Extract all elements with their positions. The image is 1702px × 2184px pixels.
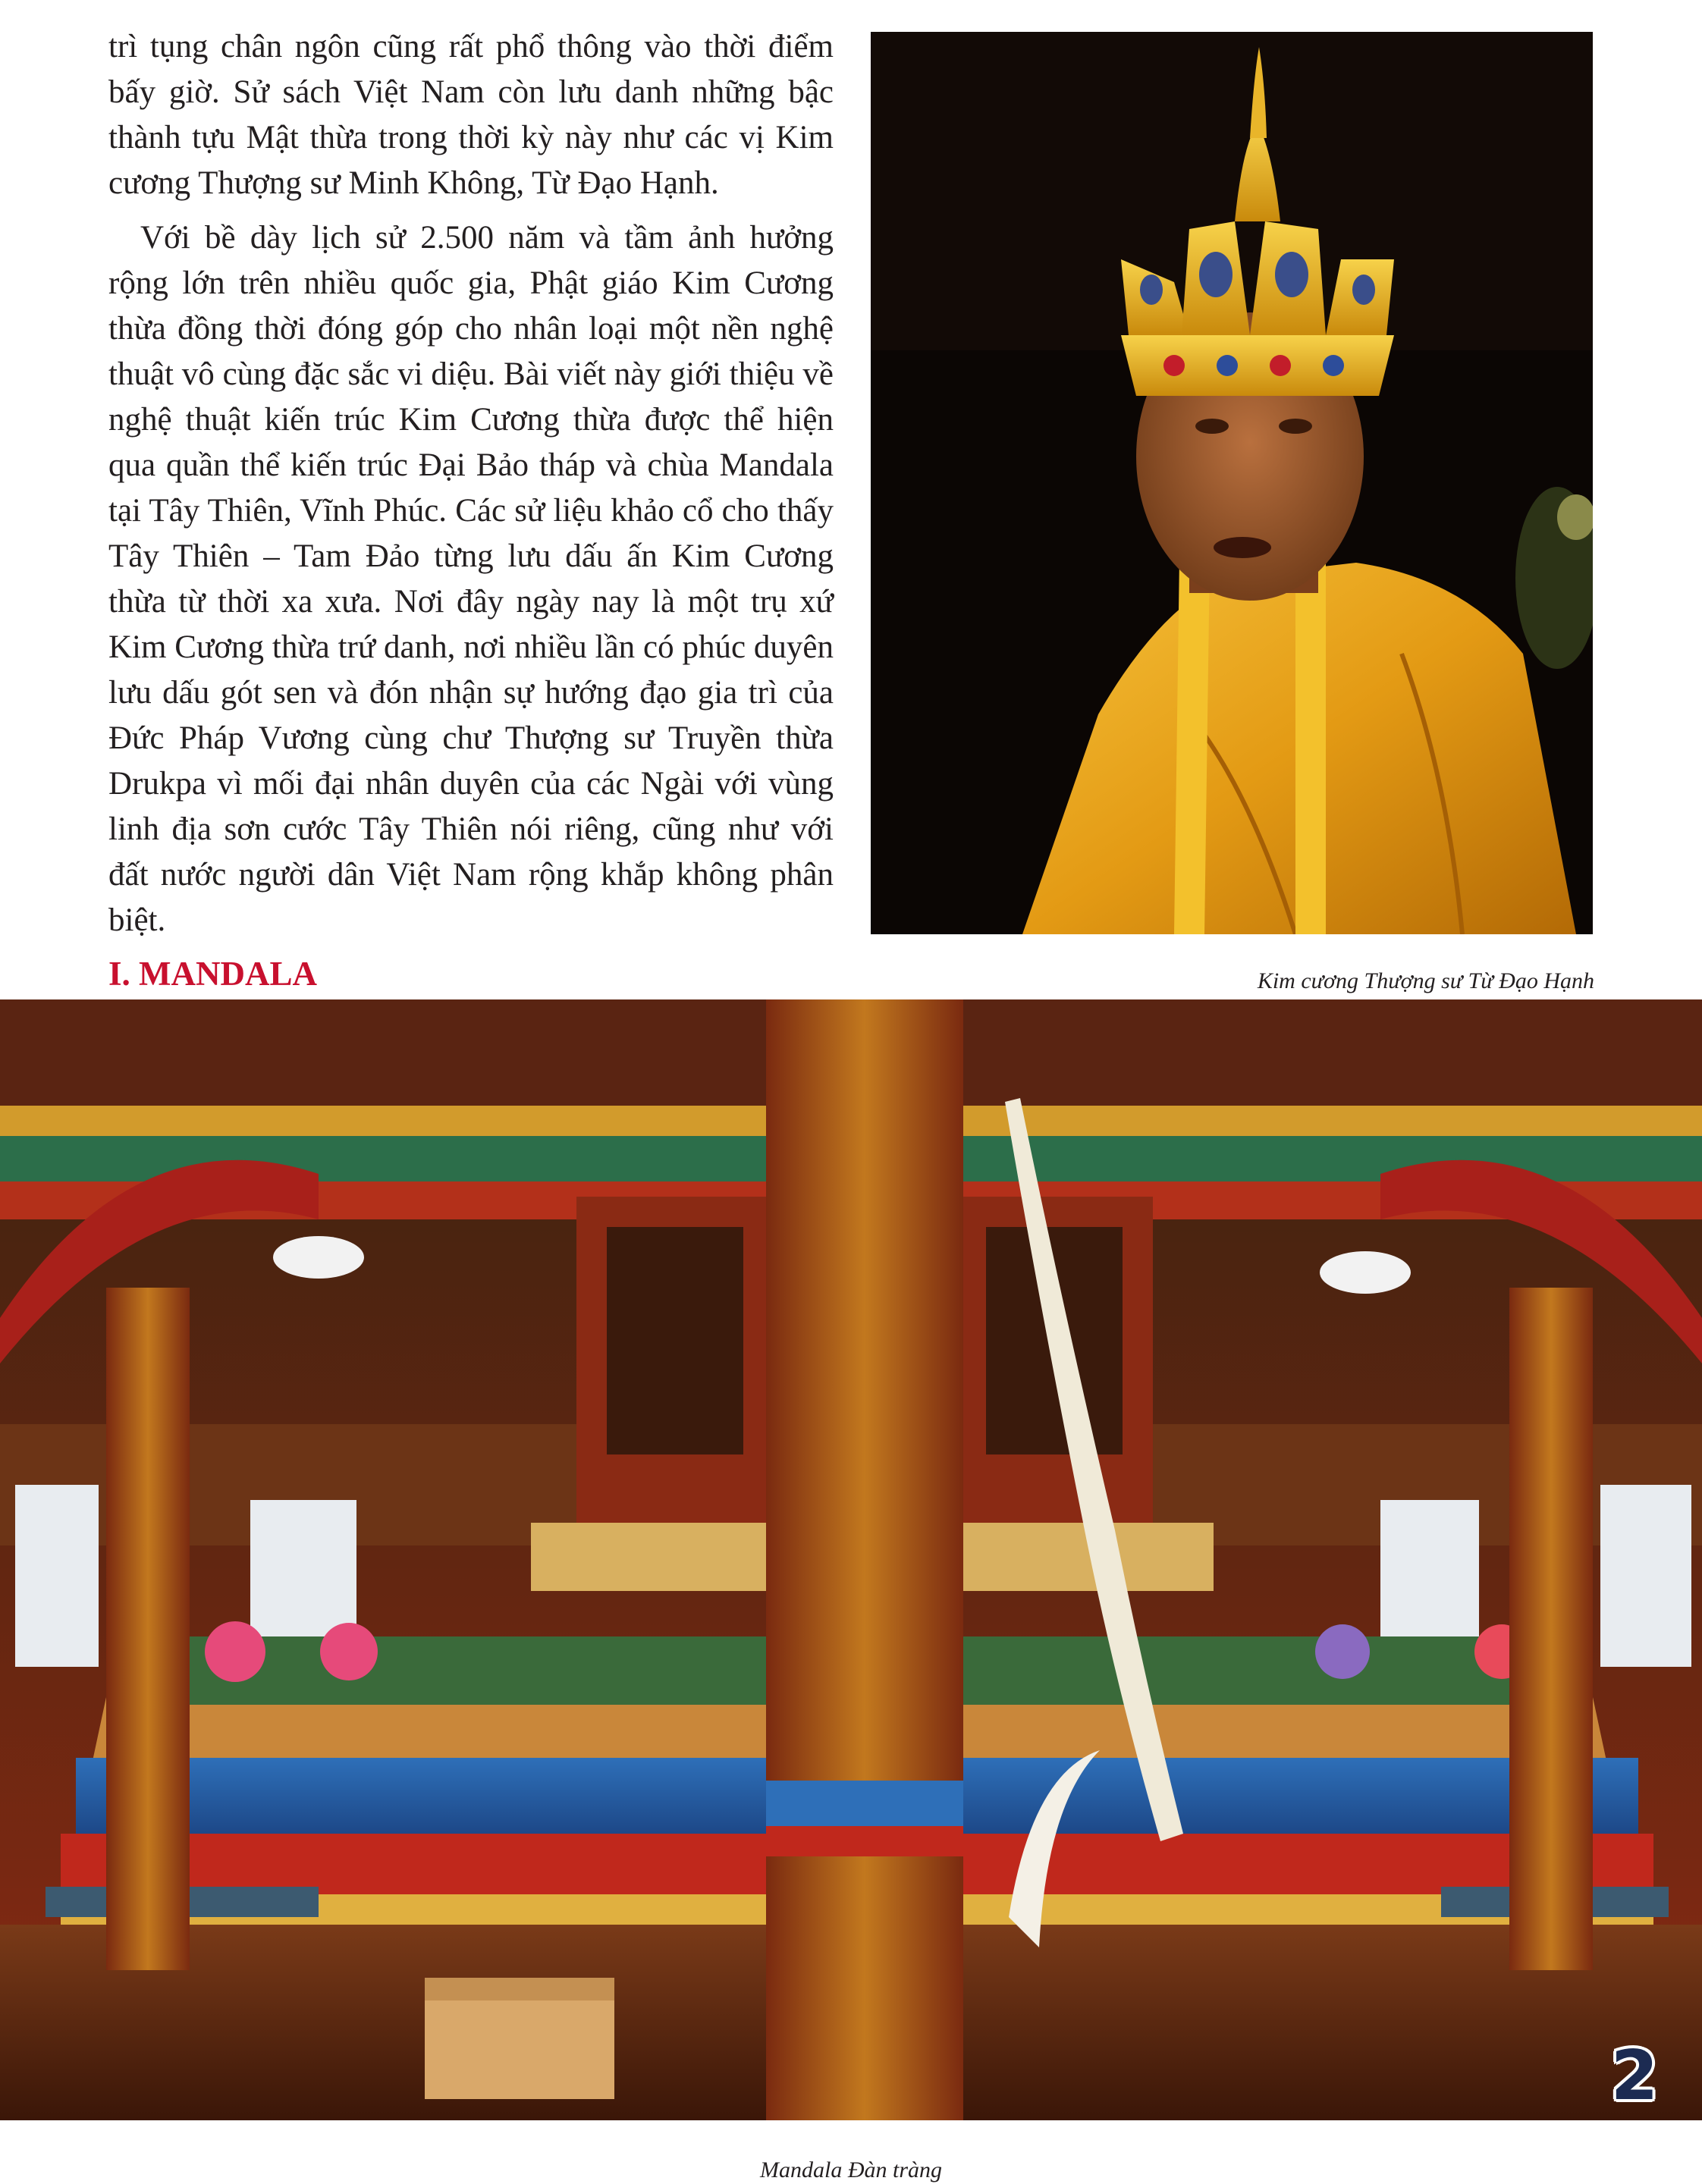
article-body (108, 24, 834, 943)
page-number: 2 (1610, 2036, 1659, 2116)
section-heading: I. MANDALA (108, 955, 317, 993)
mandala-hall-illustration (0, 999, 1702, 2120)
mandala-hall-photo (0, 999, 1702, 2120)
bottom-photo-caption: Mandala Đàn tràng (760, 2157, 942, 2182)
paragraph-2: Với bề dày lịch sử 2.500 năm và tầm ảnh hưởng rộng lớn trên nhiều quốc gia, Phật giáo Kim Cương thừa đồng thời đóng góp cho nhân loại một nền nghệ thuật vô cùng đặc sắc vi diệu. Bài viết này giới thiệu về nghệ thuật kiến trúc Kim Cương thừa được thể hiện qua quần thể kiến trúc Đại Bảo tháp và chùa Mandala tại Tây Thiên, Vĩnh Phúc. Các sử liệu khảo cổ cho thấy Tây Thiên – Tam Đảo từng lưu dấu ấn Kim Cương thừa từ thời xa xưa. Nơi đây ngày nay là một trụ xứ Kim Cương thừa trứ danh, nơi nhiều lần có phúc duyên lưu dấu gót sen và đón nhận sự hướng đạo gia trì của Đức Pháp Vương cùng chư Thượng sư Truyền thừa Drukpa vì mối đại nhân duyên của các Ngài với vùng linh địa sơn cước Tây Thiên nói riêng, cũng như với đất nước người dân Việt Nam rộng khắp không phân biệt. (108, 220, 834, 938)
statue-photo (871, 32, 1593, 934)
top-photo-caption: Kim cương Thượng sư Từ Đạo Hạnh (1257, 968, 1594, 993)
statue-illustration (871, 32, 1593, 934)
paragraph-1: trì tụng chân ngôn cũng rất phổ thông vào thời điểm bấy giờ. Sử sách Việt Nam còn lưu danh những bậc thành tựu Mật thừa trong thời kỳ này như các vị Kim cương Thượng sư Minh Không, Từ Đạo Hạnh. (108, 29, 834, 201)
